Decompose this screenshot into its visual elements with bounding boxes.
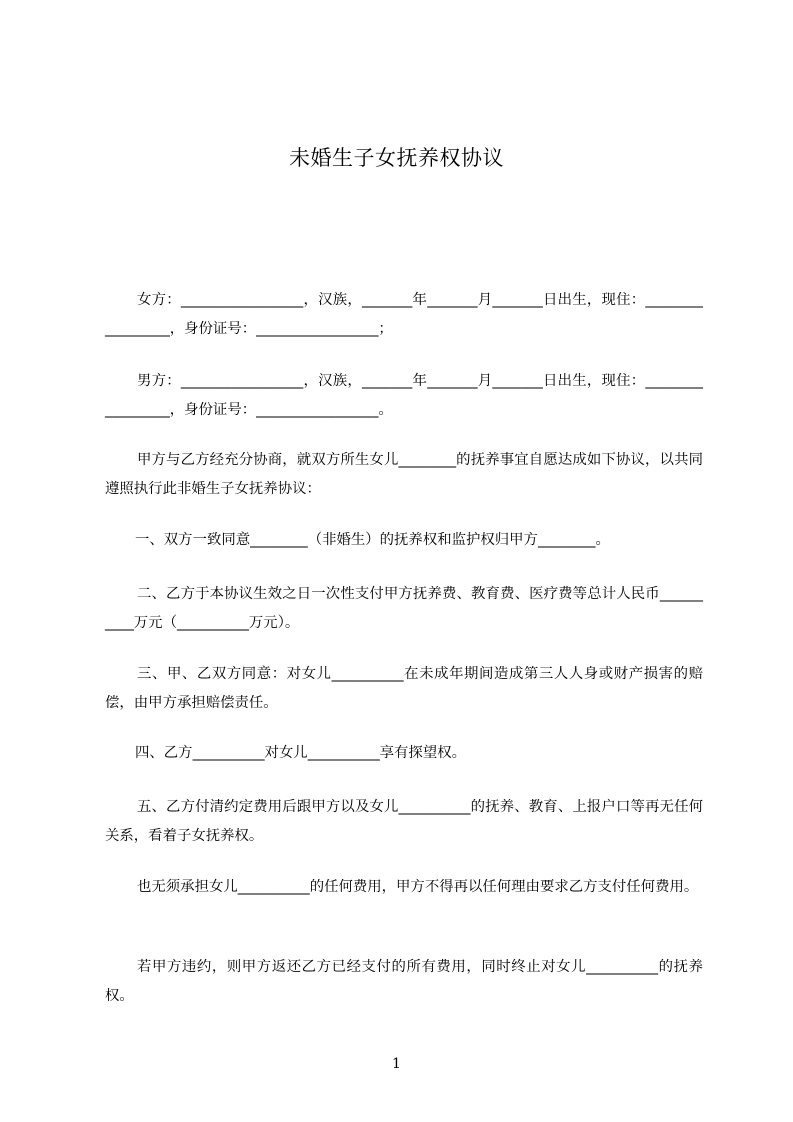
clause-5-paragraph: 五、乙方付清约定费用后跟甲方以及女儿__________的抚养、教育、上报户口等再无任何关系，看着子女抚养权。 bbox=[105, 799, 703, 844]
document-title: 未婚生子女抚养权协议 bbox=[289, 146, 504, 170]
clause-3-paragraph: 三、甲、乙双方同意：对女儿__________在未成年期间造成第三人人身或财产损害的赔偿，由甲方承担赔偿责任。 bbox=[105, 666, 703, 711]
breach-paragraph: 若甲方违约，则甲方返还乙方已经支付的所有费用，同时终止对女儿__________的抚养权。 bbox=[105, 959, 703, 1004]
clause-5-continuation-paragraph: 也无须承担女儿__________的任何费用，甲方不得再以任何理由要求乙方支付任何费用。 bbox=[137, 879, 699, 895]
agreement-intro-paragraph: 甲方与乙方经充分协商，就双方所生女儿________的抚养事宜自愿达成如下协议，以共同遵照执行此非婚生子女抚养协议： bbox=[105, 452, 703, 497]
clause-2-paragraph: 二、乙方于本协议生效之日一次性支付甲方抚养费、教育费、医疗费等总计人民币__________万元（__________万元）。 bbox=[105, 586, 703, 631]
party-male-paragraph: 男方：_________________，汉族，_______年_______月_______日出生，现住：_________________，身份证号：_________________。 bbox=[105, 373, 703, 418]
clause-4-paragraph: 四、乙方__________对女儿__________享有探望权。 bbox=[135, 745, 466, 761]
clause-1-paragraph: 一、双方一致同意________（非婚生）的抚养权和监护权归甲方________。 bbox=[135, 532, 610, 548]
page-number: 1 bbox=[392, 1056, 401, 1072]
party-female-paragraph: 女方：_________________，汉族，_______年_______月_______日出生，现住：_________________，身份证号：_________________； bbox=[105, 292, 703, 337]
